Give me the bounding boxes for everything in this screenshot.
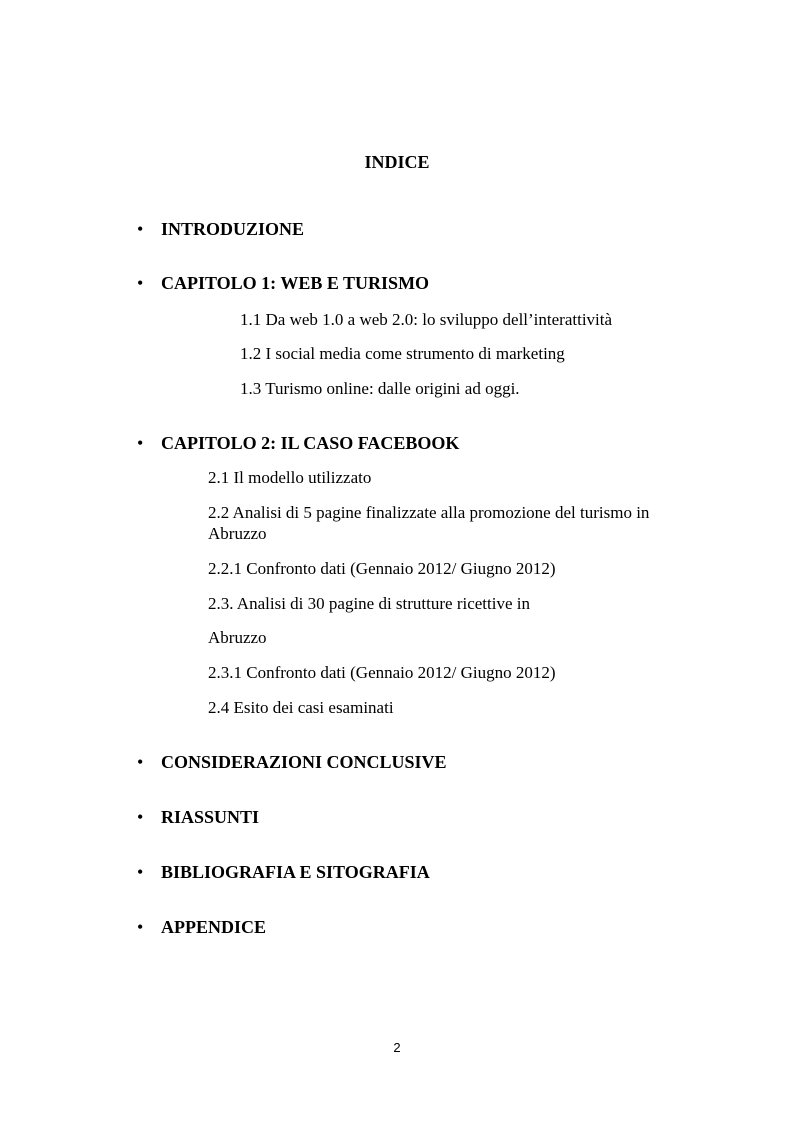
bullet-icon: •	[137, 807, 144, 827]
bullet-icon: •	[137, 273, 144, 293]
toc-subentry: 2.4 Esito dei casi esaminati	[208, 698, 394, 717]
bullet-icon: •	[137, 862, 144, 882]
bullet-icon: •	[137, 752, 144, 772]
toc-subentry: 2.2 Analisi di 5 pagine finalizzate alla promozione del turismo in Abruzzo	[208, 503, 650, 543]
toc-entry-introduzione: INTRODUZIONE	[161, 219, 305, 239]
page-title: INDICE	[364, 152, 430, 172]
toc-subentry: 2.1 Il modello utilizzato	[208, 468, 372, 487]
bullet-icon: •	[137, 433, 144, 453]
toc-entry-riassunti: RIASSUNTI	[161, 807, 260, 827]
toc-subentry: 2.2.1 Confronto dati (Gennaio 2012/ Giugno 2012)	[208, 559, 556, 578]
toc-subentry: Abruzzo	[208, 628, 267, 647]
toc-subentry: 1.3 Turismo online: dalle origini ad oggi.	[240, 379, 520, 398]
bullet-icon: •	[137, 917, 144, 937]
toc-subentry: 2.3. Analisi di 30 pagine di strutture ricettive in	[208, 594, 530, 613]
toc-entry-considerazioni: CONSIDERAZIONI CONCLUSIVE	[161, 752, 447, 772]
toc-entry-bibliografia: BIBLIOGRAFIA E SITOGRAFIA	[161, 862, 430, 882]
toc-entry-capitolo-2: CAPITOLO 2: IL CASO FACEBOOK	[161, 433, 460, 453]
page-number: 2	[393, 1040, 401, 1055]
toc-entry-capitolo-1: CAPITOLO 1: WEB E TURISMO	[161, 273, 430, 293]
toc-entry-appendice: APPENDICE	[161, 917, 267, 937]
toc-subentry: 1.1 Da web 1.0 a web 2.0: lo sviluppo dell’interattività	[240, 310, 613, 329]
toc-subentry: 2.3.1 Confronto dati (Gennaio 2012/ Giugno 2012)	[208, 663, 556, 682]
bullet-icon: •	[137, 219, 144, 239]
toc-subentry: 1.2 I social media come strumento di marketing	[240, 344, 565, 363]
